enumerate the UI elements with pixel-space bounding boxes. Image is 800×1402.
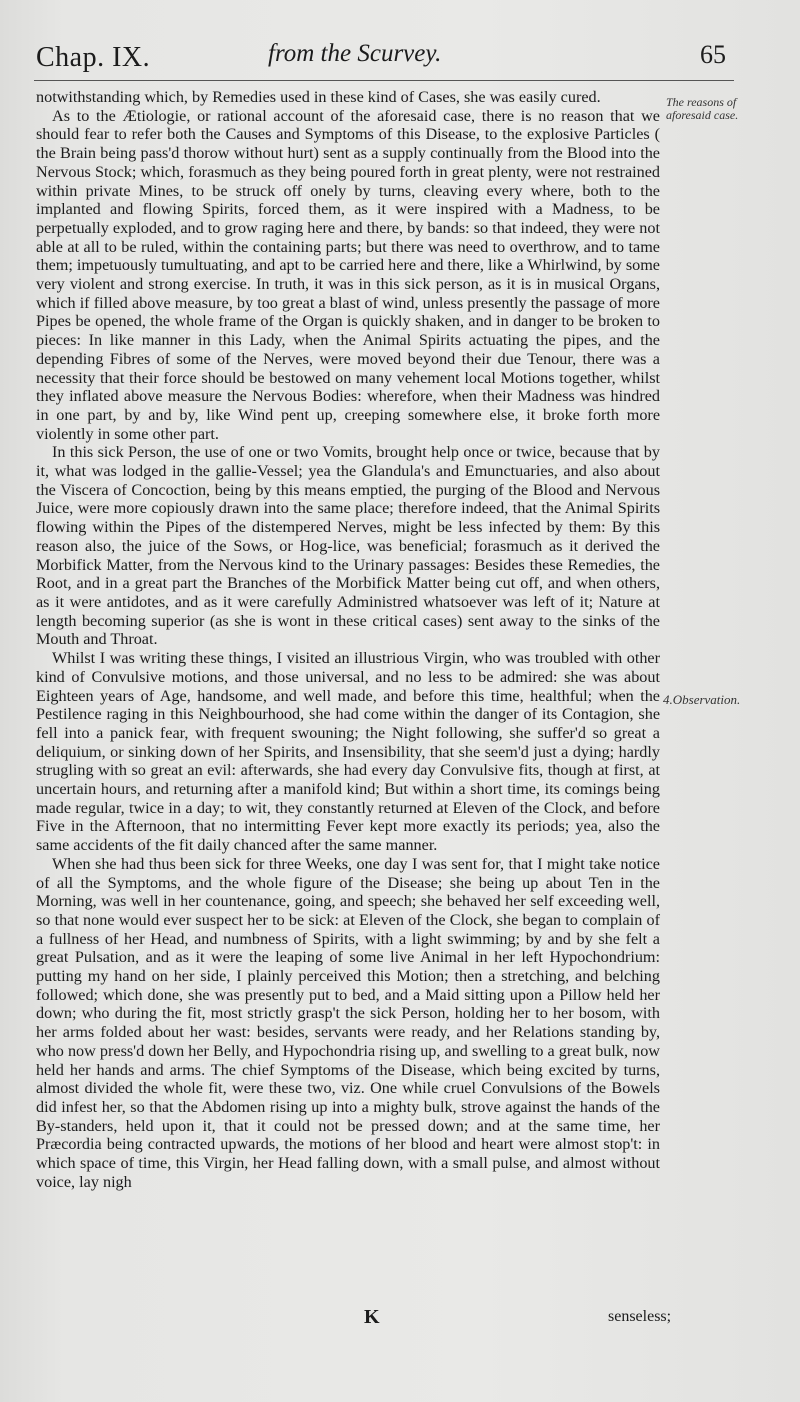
catchword: senseless; [608, 1308, 672, 1325]
margin-note-reasons: The reasons of aforesaid case. [666, 95, 739, 122]
body-text [36, 88, 660, 1191]
paragraph: When she had thus been sick for three Weeks, one day I was sent for, that I might take notice of all the Symptoms, and the whole figure of the Disease; she being up about Ten in the Morning, was well in her countenance, going, and speech; she behaved her self exceeding well, so that none would ever suspect her to be sick: at Eleven of the Clock, she began to complain of a fullness of her Head, and numbness of Spirits, with a light swimming; by and by she felt a great Pulsation, and as it were the leaping of some live Animal in her left Hypochondrium: putting my hand on her side, I plainly perceived this Motion; then a stretching, and belching followed; which done, she was presently put to bed, and a Maid sitting upon a Pillow held her down; who during the fit, most strictly grasp't the sick Person, holding her to her bosom, with her arms folded about her wast: besides, servants were ready, and her Relations standing by, who now press'd down her Belly, and Hypochondria rising up, and swelling to a great bulk, now held her hands and arms. The chief Symptoms of the Disease, which being excited by turns, almost divided the whole fit, were these two, viz. One while cruel Convulsions of the Bowels did infest her, so that the Abdomen rising up into a mighty bulk, strove against the hands of the By-standers, held upon it, that it could not be pressed down; and at the same time, her Præcordia being contracted upwards, the motions of her blood and heart were almost stop't: in which space of time, this Virgin, her Head falling down, with a small pulse, and almost without voice, lay nigh [36, 854, 660, 1191]
running-title: from the Scurvey. [268, 40, 442, 67]
paragraph: In this sick Person, the use of one or two Vomits, brought help once or twice, because that by it, what was lodged in the gallie-Vessel; yea the Glandula's and Emunctuaries, and also about the Viscera of Concoction, being by this means emptied, the purging of the Blood and Nervous Juice, were more copiously drawn into the same place; therefore indeed, that the Animal Spirits flowing within the Pipes of the distempered Nerves, might be less infected by them: By this reason also, the juice of the Sows, or Hog-lice, was beneficial; forasmuch as it derived the Morbifick Matter, from the Nervous kind to the Urinary passages: Besides these Remedies, the Root, and in a great part the Branches of the Morbifick Matter being cut off, and when others, as it were antidotes, and as it were carefully Administred whatsoever was left of it; Nature at length becoming superior (as she is wont in these critical cases) sent away to the sinks of the Mouth and Throat. [36, 443, 660, 649]
margin-note-observation: 4.Observation. [663, 692, 741, 707]
signature-mark: K [364, 1306, 380, 1328]
header-rule [34, 80, 734, 81]
page-number: 65 [700, 40, 726, 69]
page-header [36, 34, 726, 74]
paragraph: As to the Ætiologie, or rational account of the aforesaid case, there is no reason that we should fear to refer both the Causes and Symptoms of this Disease, to the explosive Particles ( the Brain being pass'd thorow without hurt) sent as a supply continually from the Blood into the Nervous Stock; which, forasmuch as they being poured forth in great plenty, were not restrained within private Mines, to be struck off onely by turns, cleaving every where, both to the implanted and flowing Spirits, forced them, as it were inspired with a Madness, to be perpetually exploded, and to grow raging here and there, by bands: so that indeed, they were not able at all to be ruled, within the containing parts; but there was need to overthrow, and to tame them; impetuously tumultuating, and apt to be carried here and there, like a Whirlwind, by some very violent and strong exercise. In truth, it was in this sick person, as it is in musical Organs, which if filled above measure, by too great a blast of wind, unless presently the passage of more Pipes be opened, the whole frame of the Organ is quickly shaken, and in danger to be broken to pieces: In like manner in this Lady, when the Animal Spirits actuating the pipes, and the depending Fibres of some of the Nerves, were moved beyond their due Tenour, there was a necessity that their force should be bestowed on many vehement local Motions together, whilst they inflated above measure the Nervous Bodies: wherefore, when their Madness was hindred in one part, by and by, like Wind pent up, creeping somewhere else, it broke forth more violently in some other part. [36, 106, 660, 443]
paragraph: notwithstanding which, by Remedies used in these kind of Cases, she was easily cured. [36, 88, 601, 106]
paragraph: Whilst I was writing these things, I visited an illustrious Virgin, who was troubled with other kind of Convulsive motions, and those universal, and no less to be admired: she was about Eighteen years of Age, handsome, and well made, and before this time, healthful; when the Pestilence raging in this Neighbourhood, she had come within the danger of its Contagion, she fell into a panick fear, with frequent swouning; the Night following, she suffer'd so great a deliquium, or sinking down of her Spirits, and Insensibility, that she seem'd just a dying; hardly strugling with so great an evil: afterwards, she had every day Convulsive fits, though at first, at uncertain hours, and returning after a manifold kind; But within a short time, its comings being made regular, twice in a day; to wit, they constantly returned at Eleven of the Clock, and before Five in the Afternoon, that no intermitting Fever kept more exactly its periods; yea, also the same accidents of the fit daily chanced after the same manner. [36, 649, 660, 855]
chapter-heading: Chap. IX. [36, 42, 151, 73]
